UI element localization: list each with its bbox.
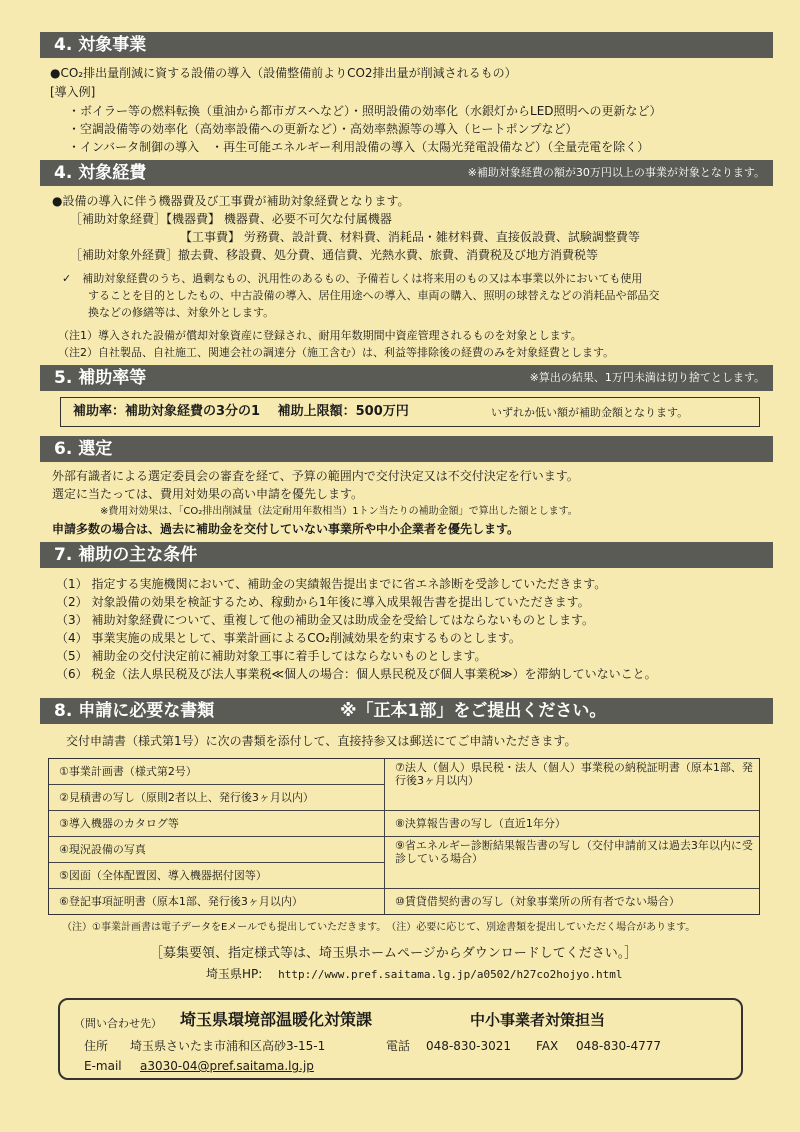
section-note: ※算出の結果、1万円未満は切り捨てとします。 bbox=[529, 371, 765, 384]
address-label: 住所 bbox=[84, 1039, 109, 1053]
document-item: ⑤図面（全体配置図、導入機器据付図等） bbox=[49, 863, 385, 889]
section-header-target-costs bbox=[40, 160, 773, 186]
section-title: 5. 補助率等 bbox=[54, 368, 147, 388]
selection-line-2: 選定に当たっては、費用対効果の高い申請を優先します。 bbox=[52, 487, 364, 501]
subsidy-rate-note: いずれか低い額が補助金額となります。 bbox=[491, 406, 689, 419]
section-header-conditions bbox=[40, 542, 773, 568]
section-title: 6. 選定 bbox=[54, 439, 113, 459]
excluded-note-line-2: することを目的としたもの、中古設備の導入、居住用途への導入、車両の購入、照明の球替えなどの消耗品や部品交 bbox=[88, 289, 660, 302]
target-cost-lead: ●設備の導入に伴う機器費及び工事費が補助対象経費となります。 bbox=[52, 194, 410, 208]
section-title: 7. 補助の主な条件 bbox=[54, 545, 198, 565]
homepage-label: 埼玉県HP: bbox=[206, 967, 263, 981]
cost-row-construction: 【工事費】 労務費、設計費、材料費、消耗品・雑材料費、直接仮設費、試験調整費等 bbox=[180, 230, 640, 244]
selection-line-4: 申請多数の場合は、過去に補助金を交付していない事業所や中小企業者を優先します。 bbox=[52, 522, 520, 536]
selection-line-1: 外部有識者による選定委員会の審査を経て、予算の範囲内で交付決定又は不交付決定を行います。 bbox=[52, 469, 579, 483]
cost-row-excluded: ［補助対象外経費］撤去費、移設費、処分費、通信費、光熱水費、旅費、消費税及び地方消費税等 bbox=[70, 248, 599, 262]
download-notice: ［募集要領、指定様式等は、埼玉県ホームページからダウンロードしてください。］ bbox=[150, 946, 638, 961]
condition-item: （1） 指定する実施機関において、補助金の実績報告提出までに省エネ診断を受診していただきます。 bbox=[56, 577, 607, 591]
subsidy-rate-text: 補助率：補助対象経費の3分の1 補助上限額：500万円 bbox=[73, 404, 409, 419]
section-title: 8. 申請に必要な書類 bbox=[54, 701, 215, 721]
document-item: ③導入機器のカタログ等 bbox=[49, 811, 385, 837]
address-value: 埼玉県さいたま市浦和区高砂3-15-1 bbox=[130, 1039, 326, 1053]
tel-value: 048-830-3021 bbox=[426, 1039, 512, 1053]
fax-label: FAX bbox=[536, 1039, 559, 1053]
document-item: ④現況設備の写真 bbox=[49, 837, 385, 863]
email-label: E-mail bbox=[84, 1059, 122, 1073]
section-header-selection bbox=[40, 436, 773, 462]
example-line-2: ・空調設備等の効率化（高効率設備への更新など）・高効率熱源等の導入（ヒートポンプなど） bbox=[68, 122, 578, 136]
documents-lead: 交付申請書（様式第1号）に次の書類を添付して、直接持参又は郵送にてご申請いただきます。 bbox=[66, 734, 577, 748]
document-item: ⑨省エネルギー診断結果報告書の写し（交付申請前又は過去3年以内に受診している場合） bbox=[385, 837, 759, 889]
fax-value: 048-830-4777 bbox=[576, 1039, 662, 1053]
homepage-line bbox=[206, 966, 623, 983]
condition-item: （4） 事業実施の成果として、事業計画によるCO₂削減効果を約束するものとします。 bbox=[56, 631, 521, 645]
excluded-note-line-1: ✓ 補助対象経費のうち、過剰なもの、汎用性のあるもの、予備若しくは将来用のもの又は本事業以外においても使用 bbox=[62, 272, 643, 285]
subsidy-rate-box bbox=[60, 397, 760, 427]
documents-footnote: （注）①事業計画書は電子データをEメールでも提出していただきます。 （注）必要に応じて、別途書類を提出していただく場合があります。 bbox=[62, 922, 696, 933]
contact-section: 中小事業者対策担当 bbox=[470, 1011, 606, 1029]
section-header-target-projects bbox=[40, 32, 773, 58]
homepage-url[interactable]: http://www.pref.saitama.lg.jp/a0502/h27co2hojyo.html bbox=[278, 968, 623, 981]
section-header-subsidy-rate bbox=[40, 365, 773, 391]
documents-table bbox=[48, 758, 760, 915]
contact-department: 埼玉県環境部温暖化対策課 bbox=[180, 1010, 373, 1029]
examples-label: [導入例] bbox=[50, 85, 96, 99]
document-item: ②見積書の写し（原則2者以上、発行後3ヶ月以内） bbox=[49, 785, 385, 811]
email-link[interactable]: a3030-04@pref.saitama.lg.jp bbox=[140, 1059, 314, 1073]
condition-item: （3） 補助対象経費について、重複して他の補助金又は助成金を受給してはならないものとします。 bbox=[56, 613, 595, 627]
selection-line-3: ※費用対効果は、「CO₂排出削減量（法定耐用年数相当）1トン当たりの補助金額」で算出した額とします。 bbox=[100, 506, 578, 517]
document-item: ⑦法人（個人）県民税・法人（個人）事業税の納税証明書（原本1部、発行後3ヶ月以内） bbox=[385, 759, 759, 811]
section-title: 4. 対象経費 bbox=[54, 163, 147, 183]
contact-label: （問い合わせ先） bbox=[74, 1017, 162, 1030]
document-item: ⑧決算報告書の写し（直近1年分） bbox=[385, 811, 759, 837]
condition-item: （6） 税金（法人県民税及び法人事業税≪個人の場合：個人県民税及び個人事業税≫）を滞納していないこと。 bbox=[56, 667, 657, 681]
footnote-1: （注1）導入された設備が償却対象資産に登録され、耐用年数期間中資産管理されるものを対象とします。 bbox=[58, 329, 582, 342]
cost-row-equipment: ［補助対象経費］【機器費】 機器費、必要不可欠な付属機器 bbox=[70, 212, 392, 226]
contact-box bbox=[58, 998, 743, 1080]
excluded-note-line-3: 換などの修繕等は、対象外とします。 bbox=[88, 306, 275, 319]
section-header-documents bbox=[40, 698, 773, 724]
target-project-lead: ●CO₂排出量削減に資する設備の導入（設備整備前よりCO2排出量が削減されるもの） bbox=[50, 66, 517, 80]
section-title: 4. 対象事業 bbox=[54, 35, 147, 55]
condition-item: （5） 補助金の交付決定前に補助対象工事に着手してはならないものとします。 bbox=[56, 649, 487, 663]
example-line-3: ・インバータ制御の導入 ・再生可能エネルギー利用設備の導入（太陽光発電設備など）（全量売電を除く） bbox=[68, 140, 650, 154]
section-title-note: ※「正本1部」をご提出ください。 bbox=[340, 701, 607, 721]
condition-item: （2） 対象設備の効果を検証するため、稼動から1年後に導入成果報告書を提出していただきます。 bbox=[56, 595, 590, 609]
footnote-2: （注2）自社製品、自社施工、関連会社の調達分（施工含む）は、利益等排除後の経費のみを対象経費とします。 bbox=[58, 346, 615, 359]
tel-label: 電話 bbox=[386, 1039, 411, 1053]
example-line-1: ・ボイラー等の燃料転換（重油から都市ガスへなど）・照明設備の効率化（水銀灯からLED照明への更新など） bbox=[68, 104, 662, 118]
document-item: ⑩賃貸借契約書の写し（対象事業所の所有者でない場合） bbox=[395, 895, 680, 908]
document-item: ⑥登記事項証明書（原本1部、発行後3ヶ月以内） bbox=[49, 889, 385, 914]
section-note: ※補助対象経費の額が30万円以上の事業が対象となります。 bbox=[467, 166, 765, 179]
document-item: ①事業計画書（様式第2号） bbox=[49, 759, 385, 785]
